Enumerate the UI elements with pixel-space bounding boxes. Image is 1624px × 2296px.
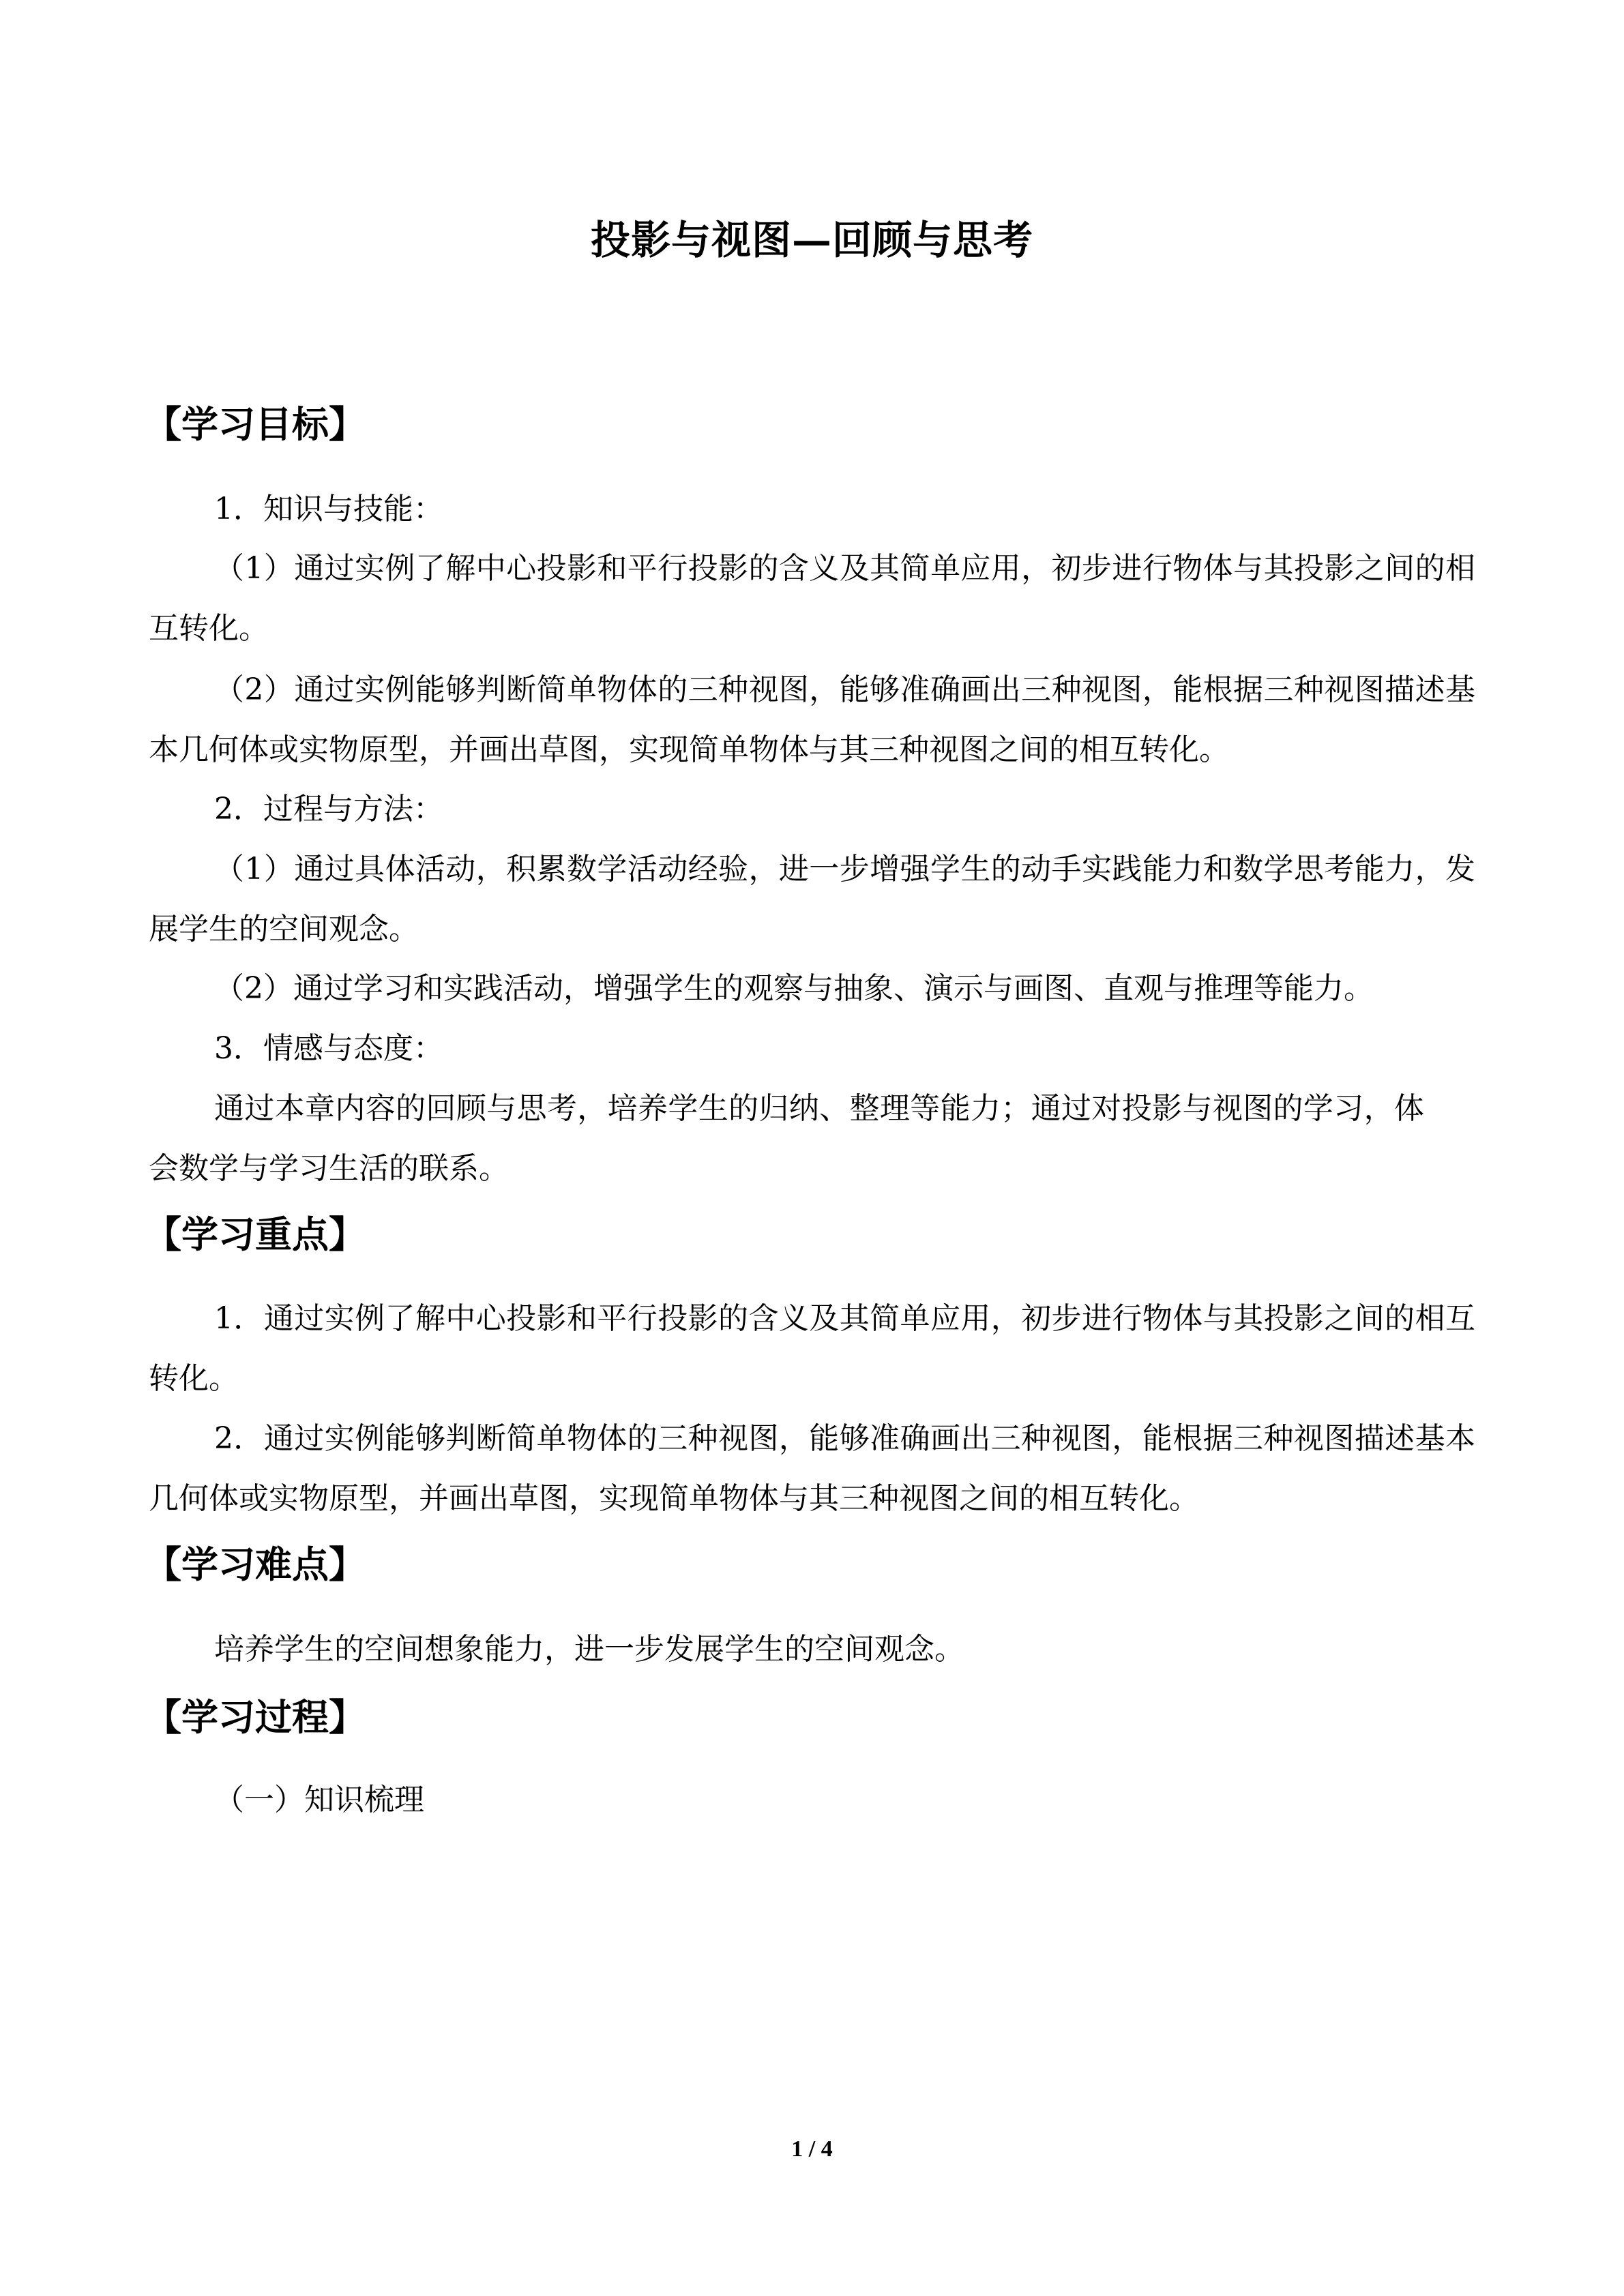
goals-item-2b: （2）通过学习和实践活动，增强学生的观察与抽象、演示与画图、直观与推理等能力。 [214,971,1374,1006]
goals-item-1a: （1）通过实例了解中心投影和平行投影的含义及其简单应用，初步进行物体与其投影之间的相互转化。 [149,551,1475,646]
goals-item-1b: （2）通过实例能够判断简单物体的三种视图，能够准确画出三种视图，能根据三种视图描述基本几何体或实物原型，并画出草图，实现简单物体与其三种视图之间的相互转化。 [149,672,1475,767]
document-title: 投影与视图—回顾与思考 [590,217,1033,263]
section-heading-key-points: 【学习重点】 [145,1212,366,1256]
section-heading-process: 【学习过程】 [145,1695,366,1739]
page-number: 1 / 4 [791,2136,833,2162]
goals-item-2: 2．过程与方法： [214,792,443,826]
goals-item-2a: （1）通过具体活动，积累数学活动经验，进一步增强学生的动手实践能力和数学思考能力，发展学生的空间观念。 [149,852,1475,946]
section-heading-difficulties: 【学习难点】 [145,1542,366,1586]
key-point-2: 2．通过实例能够判断简单物体的三种视图，能够准确画出三种视图，能根据三种视图描述基本几何体或实物原型，并画出草图，实现简单物体与其三种视图之间的相互转化。 [149,1421,1475,1516]
process-item-1: （一）知识梳理 [214,1783,424,1817]
section-heading-goals: 【学习目标】 [145,402,366,446]
goals-item-1: 1．知识与技能： [214,492,443,526]
difficulty-1: 培养学生的空间想象能力，进一步发展学生的空间观念。 [214,1632,964,1667]
key-point-1: 1．通过实例了解中心投影和平行投影的含义及其简单应用，初步进行物体与其投影之间的相互转化。 [149,1301,1475,1396]
goals-item-3a: 通过本章内容的回顾与思考，培养学生的归纳、整理等能力；通过对投影与视图的学习，体会数学与学习生活的联系。 [149,1091,1424,1186]
goals-item-3: 3．情感与态度： [214,1031,443,1066]
